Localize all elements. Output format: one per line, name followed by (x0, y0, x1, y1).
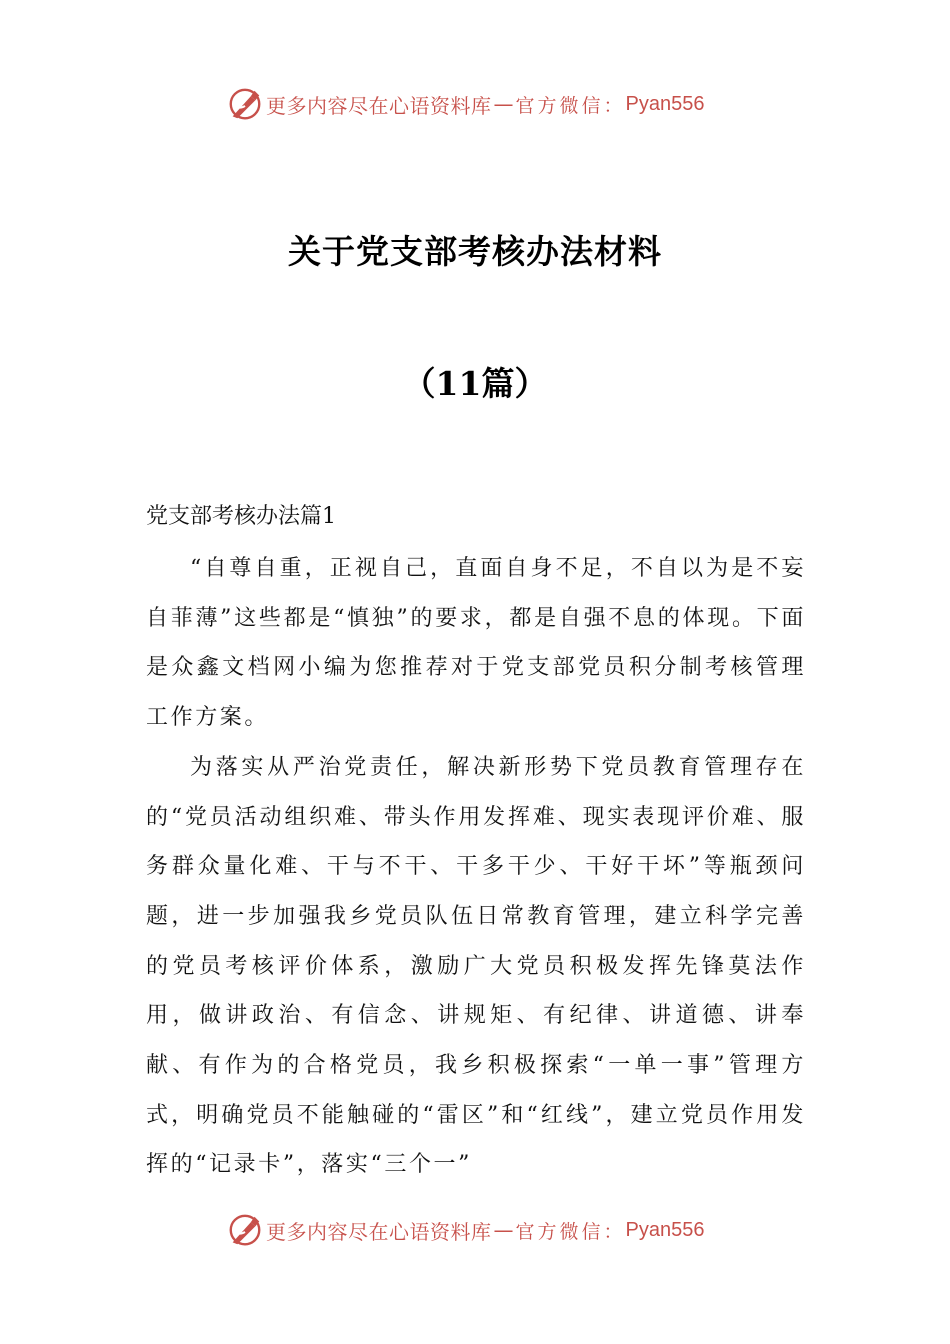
watermark-wechat-label: 官方微信： (515, 1220, 626, 1243)
paragraph-2: 为落实从严治党责任，解决新形势下党员教育管理存在的“党员活动组织难、带头作用发挥难、现实表现评价难、服务群众量化难、干与不干、干多干少、干好干坏”等瓶颈问题，进一步加强我乡党员队伍日常教育管理，建立科学完善的党员考核评价体系，激励广大党员积极发挥先锋莫法作用，做讲政治、有信念、讲规矩、有纪律、讲道德、讲奉献、有作为的合格党员，我乡积极探索“一单一事”管理方式，明确党员不能触碰的“雷区”和“红线”，建立党员作用发挥的“记录卡”，落实“三个一” (146, 754, 806, 1178)
pen-logo-icon (226, 85, 264, 123)
pen-logo-icon (226, 1211, 264, 1249)
watermark-wechat-label: 官方微信： (515, 94, 626, 117)
watermark-wechat-id: Pyan556 (625, 1218, 705, 1241)
watermark-site-text: 更多内容尽在心语资料库 (266, 1219, 492, 1244)
document-title: 关于党支部考核办法材料 (288, 232, 662, 271)
watermark-header (226, 84, 704, 124)
watermark-footer (226, 1210, 704, 1250)
watermark-dash: — (493, 92, 514, 116)
document-body (146, 544, 806, 1190)
paragraph-1: “自尊自重，正视自己，直面自身不足，不自以为是不妄自菲薄”这些都是“慎独”的要求，都是自强不息的体现。下面是众鑫文档网小编为您推荐对于党支部党员积分制考核管理工作方案。 (146, 556, 806, 731)
section-heading: 党支部考核办法篇1 (146, 504, 336, 529)
watermark-site-text: 更多内容尽在心语资料库 (266, 93, 492, 118)
document-subtitle: （11篇） (402, 364, 548, 403)
watermark-wechat-id: Pyan556 (625, 92, 705, 115)
watermark-dash: — (493, 1218, 514, 1242)
